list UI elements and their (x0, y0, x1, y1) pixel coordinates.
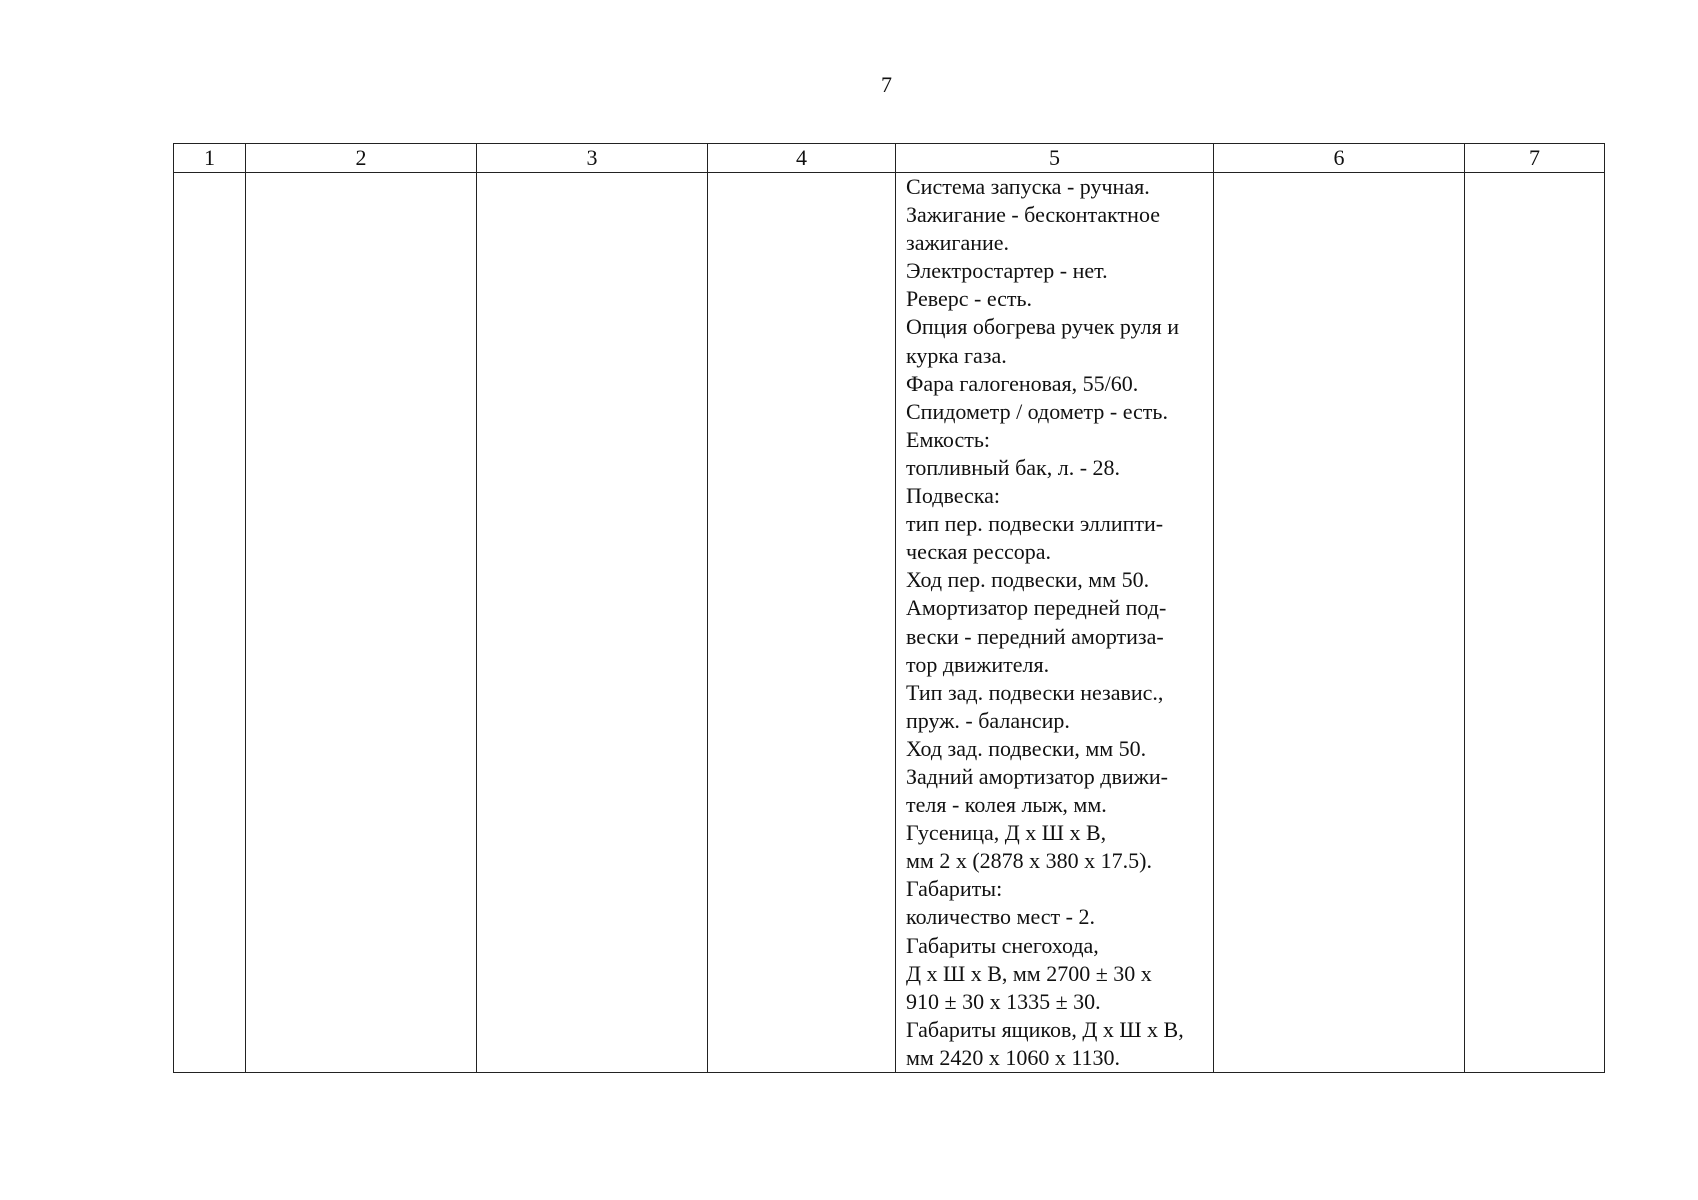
column-header-3: 3 (477, 144, 708, 173)
table-row (174, 173, 1605, 1073)
spec-line: зажигание. (906, 230, 1010, 256)
cell-col-4 (708, 173, 896, 1073)
spec-line: пруж. - балансир. (906, 707, 1070, 733)
cell-col-5-specifications (896, 173, 1214, 1073)
cell-col-7 (1465, 173, 1605, 1073)
spec-line: тор движителя. (906, 651, 1050, 677)
column-header-6: 6 (1214, 144, 1465, 173)
spec-line: топливный бак, л. - 28. (906, 454, 1121, 480)
spec-line: мм 2420 х 1060 х 1130. (906, 1044, 1121, 1070)
column-header-5: 5 (896, 144, 1214, 173)
specification-lines (896, 173, 1213, 1072)
cell-col-3 (477, 173, 708, 1073)
spec-line: Д х Ш х В, мм 2700 ± 30 х (906, 960, 1152, 986)
spec-line: теля - колея лыж, мм. (906, 792, 1107, 818)
spec-line: Задний амортизатор движи- (906, 763, 1168, 789)
spec-line: количество мест - 2. (906, 904, 1095, 930)
spec-line: Габариты: (906, 876, 1003, 902)
specification-table (173, 143, 1605, 1073)
spec-line: курка газа. (906, 342, 1007, 368)
spec-line: Тип зад. подвески независ., (906, 679, 1164, 705)
column-header-7: 7 (1465, 144, 1605, 173)
spec-line: Амортизатор передней под- (906, 595, 1167, 621)
spec-line: тип пер. подвески эллипти- (906, 511, 1164, 537)
spec-line: Ход зад. подвески, мм 50. (906, 735, 1147, 761)
spec-line: Электростартер - нет. (906, 258, 1108, 284)
spec-line: Габариты ящиков, Д х Ш х В, (906, 1016, 1184, 1042)
column-header-1: 1 (174, 144, 246, 173)
spec-line: ческая рессора. (906, 539, 1051, 565)
cell-col-1 (174, 173, 246, 1073)
cell-col-2 (246, 173, 477, 1073)
spec-line: Спидометр / одометр - есть. (906, 398, 1168, 424)
column-header-4: 4 (708, 144, 896, 173)
spec-line: Подвеска: (906, 483, 1001, 509)
spec-line: Фара галогеновая, 55/60. (906, 370, 1139, 396)
column-header-2: 2 (246, 144, 477, 173)
spec-line: Опция обогрева ручек руля и (906, 314, 1180, 340)
spec-line: Зажигание - бесконтактное (906, 202, 1160, 228)
spec-line: Емкость: (906, 426, 991, 452)
spec-line: Реверс - есть. (906, 286, 1033, 312)
spec-line: вески - передний амортиза- (906, 623, 1164, 649)
spec-line: Гусеница, Д х Ш х В, (906, 820, 1107, 846)
spec-line: Габариты снегохода, (906, 932, 1099, 958)
header-row (174, 144, 1605, 173)
spec-line: 910 ± 30 х 1335 ± 30. (906, 988, 1101, 1014)
spec-line: мм 2 х (2878 х 380 х 17.5). (906, 848, 1152, 874)
spec-line: Ход пер. подвески, мм 50. (906, 567, 1150, 593)
cell-col-6 (1214, 173, 1465, 1073)
spec-line: Система запуска - ручная. (906, 174, 1150, 199)
page-number: 7 (881, 72, 892, 97)
